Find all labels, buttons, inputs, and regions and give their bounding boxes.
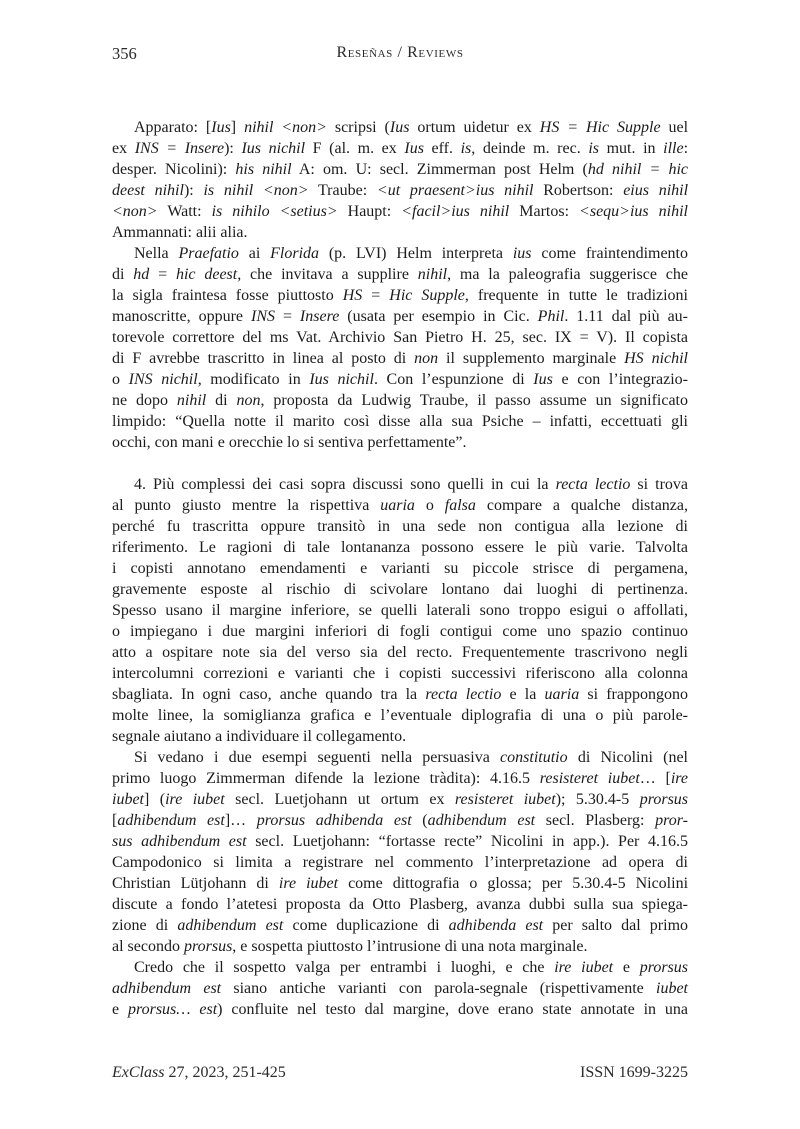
text-line: gravemente esposte al rischio di scivolare lontano dai luoghi di pertinenza.: [112, 581, 688, 598]
paragraph: [112, 474, 688, 747]
text-line: Ammannati: alii alia.: [112, 224, 248, 241]
paragraph: [112, 747, 688, 957]
paragraph: [112, 957, 688, 1020]
text-line: iubet] (ire iubet secl. Luetjohann ut ortum ex resisteret iubet); 5.30.4-5 prorsus: [112, 791, 689, 808]
text-line: i copisti annotano emendamenti e varianti su piccole strisce di pergamena,: [112, 560, 688, 577]
text-line: <non> Watt: is nihilo <setius> Haupt: <facil>ius nihil Martos: <sequ>ius nihil: [112, 203, 688, 220]
text-line: sbagliata. In ogni caso, anche quando tra la recta lectio e la uaria si frappongono: [112, 686, 688, 703]
paragraph: [112, 117, 688, 243]
text-line: desper. Nicolini): his nihil A: om. U: secl. Zimmerman post Helm (hd nihil = hic: [112, 161, 688, 178]
text-line: o INS nichil, modificato in Ius nichil. Con l’espunzione di Ius e con l’integrazio-: [112, 371, 688, 388]
text-line: discute a fondo l’atetesi proposta da Otto Plasberg, avanza dubbi sulla sua spiega-: [112, 896, 688, 913]
text-line: di F avrebbe trascritto in linea al posto di non il supplemento marginale HS nichil: [112, 350, 689, 367]
text-line: perché fu trascritta oppure transitò in una sede non contigua alla lezione di: [112, 518, 688, 535]
text-line: Apparato: [Ius] nihil <non> scripsi (Ius ortum uidetur ex HS = Hic Supple uel: [134, 119, 689, 136]
text-line: molte linee, la somiglianza grafica e l’eventuale diplografia di una o più parole-: [112, 707, 688, 724]
text-line: segnale aiutano a individuare il collegamento.: [112, 728, 407, 745]
text-line: Spesso usano il margine inferiore, se quelli laterali sono troppo esigui o affollati,: [112, 602, 688, 619]
text-line: adhibendum est siano antiche varianti con parola-segnale (rispettivamente iubet: [112, 980, 688, 997]
text-line: al secondo prorsus, e sospetta piuttosto l’intrusione di una nota marginale.: [112, 938, 588, 955]
paragraph: [112, 243, 688, 453]
footer-journal-citation: ExClass 27, 2023, 251-425: [112, 1064, 286, 1081]
text-line: torevole correttore del ms Vat. Archivio San Pietro H. 25, sec. IX = V). Il copista: [112, 329, 688, 346]
text-line: zione di adhibendum est come duplicazione di adhibenda est per salto dal primo: [112, 917, 689, 934]
text-line: al punto giusto mentre la rispettiva uaria o falsa compare a qualche distanza,: [112, 497, 688, 514]
text-line: o impiegano i due margini inferiori di fogli contigui come uno spazio continuo: [112, 623, 688, 640]
text-line: la sigla fraintesa fosse piuttosto HS = Hic Supple, frequente in tutte le tradizioni: [112, 287, 689, 304]
page-footer: [112, 1064, 688, 1082]
text-line: intercolumni correzioni e varianti che i copisti successivi riferiscono alla colonna: [112, 665, 688, 682]
page-header: [112, 44, 688, 66]
text-line: Campodonico si limita a registrare nel commento l’interpretazione ad opera di: [112, 854, 688, 871]
text-line: Credo che il sospetto valga per entrambi i luoghi, e che ire iubet e prorsus: [134, 959, 688, 976]
text-line: atto a ospitare note sia del verso sia del recto. Frequentemente trascrivono negli: [112, 644, 688, 661]
text-line: sus adhibendum est secl. Luetjohann: “fortasse recte” Nicolini in app.). Per 4.16.5: [112, 833, 689, 850]
text-line: e prorsus… est) confluite nel testo dal margine, dove erano state annotate in una: [112, 1001, 688, 1018]
text-line: Si vedano i due esempi seguenti nella persuasiva constitutio di Nicolini (nel: [134, 749, 688, 766]
page-number: 356: [112, 44, 137, 63]
text-line: limpido: “Quella notte il marito così disse alla sua Psiche – infatti, eccettuati gli: [112, 413, 688, 430]
text-line: [adhibendum est]… prorsus adhibenda est (adhibendum est secl. Plasberg: pror-: [112, 812, 689, 829]
text-line: deest nihil): is nihil <non> Traube: <ut praesent>ius nihil Robertson: eius nihil: [112, 182, 689, 199]
text-line: ne dopo nihil di non, proposta da Ludwig Traube, il passo assume un significato: [112, 392, 688, 409]
text-line: manoscritte, oppure INS = Insere (usata per esempio in Cic. Phil. 1.11 dal più au-: [112, 308, 688, 325]
text-line: di hd = hic deest, che invitava a supplire nihil, ma la paleografia suggerisce che: [112, 266, 689, 283]
footer-issn: ISSN 1699-3225: [579, 1064, 688, 1081]
text-line: Nella Praefatio ai Florida (p. LVI) Helm interpreta ius come fraintendimento: [134, 245, 689, 262]
text-line: riferimento. Le ragioni di tale lontananza possono essere le più varie. Talvolta: [112, 539, 688, 556]
text-line: ex INS = Insere): Ius nichil F (al. m. ex Ius eff. is, deinde m. rec. is mut. in ille:: [112, 140, 689, 157]
text-line: primo luogo Zimmerman difende la lezione tràdita): 4.16.5 resisteret iubet… [ire: [112, 770, 689, 787]
text-line: occhi, con mani e orecchie lo si sentiva perfettamente”.: [112, 434, 467, 451]
text-line: 4. Più complessi dei casi sopra discussi sono quelli in cui la recta lectio si trova: [134, 476, 688, 493]
running-head: Reseñas / Reviews: [336, 44, 464, 61]
page-body: [112, 117, 688, 1020]
text-line: Christian Lütjohann di ire iubet come dittografia o glossa; per 5.30.4-5 Nicolini: [112, 875, 689, 892]
